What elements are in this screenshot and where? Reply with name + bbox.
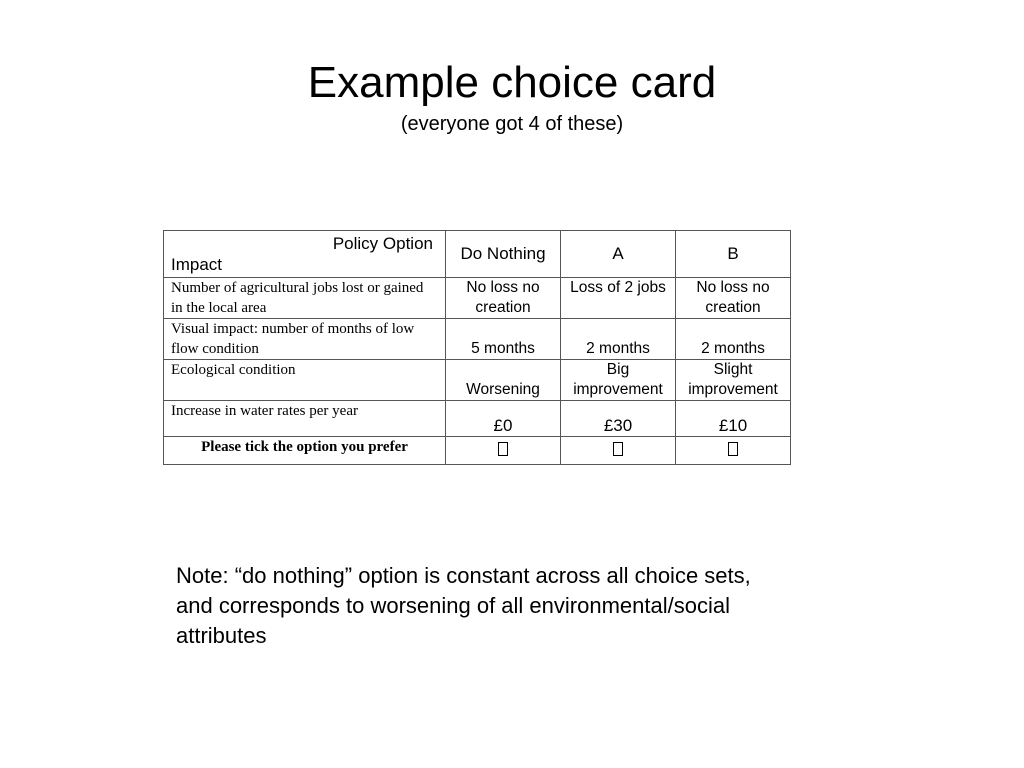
table-header-row [164,231,791,278]
attribute-ecological: Ecological condition [164,360,446,401]
table-row [164,401,791,437]
option-header-b: B [676,231,791,278]
tick-cell-a [561,437,676,465]
value-rates-do-nothing: £0 [446,401,561,437]
attribute-jobs: Number of agricultural jobs lost or gained in the local area [164,278,446,319]
tick-cell-b [676,437,791,465]
slide-note: Note: “do nothing” option is constant across all choice sets, and corresponds to worsening of all environmental/social attributes [176,563,751,648]
value-rates-b: £10 [676,401,791,437]
tick-checkbox-do-nothing[interactable] [498,442,508,456]
value-eco-do-nothing: Worsening [446,360,561,401]
value-eco-a: Big improvement [561,360,676,401]
choice-card-table [163,230,791,465]
impact-header: Impact [171,255,223,274]
value-eco-b: Slight improvement [676,360,791,401]
slide-title: Example choice card [307,58,717,107]
attribute-visual-impact: Visual impact: number of months of low flow condition [164,319,446,360]
slide-subtitle: (everyone got 4 of these) [400,113,624,135]
tick-instruction: Please tick the option you prefer [164,437,446,465]
policy-option-header: Policy Option [332,234,433,253]
value-visual-b: 2 months [676,319,791,360]
value-rates-a: £30 [561,401,676,437]
tick-checkbox-b[interactable] [728,442,738,456]
value-jobs-b: No loss no creation [676,278,791,319]
attribute-water-rates: Increase in water rates per year [164,401,446,437]
value-visual-a: 2 months [561,319,676,360]
table-row [164,319,791,360]
tick-checkbox-a[interactable] [613,442,623,456]
value-jobs-do-nothing: No loss no creation [446,278,561,319]
tick-row [164,437,791,465]
tick-cell-do-nothing [446,437,561,465]
option-header-do-nothing: Do Nothing [446,231,561,278]
value-visual-do-nothing: 5 months [446,319,561,360]
table-row [164,278,791,319]
table-row [164,360,791,401]
option-header-a: A [561,231,676,278]
value-jobs-a: Loss of 2 jobs [561,278,676,319]
header-corner-cell [164,231,446,278]
